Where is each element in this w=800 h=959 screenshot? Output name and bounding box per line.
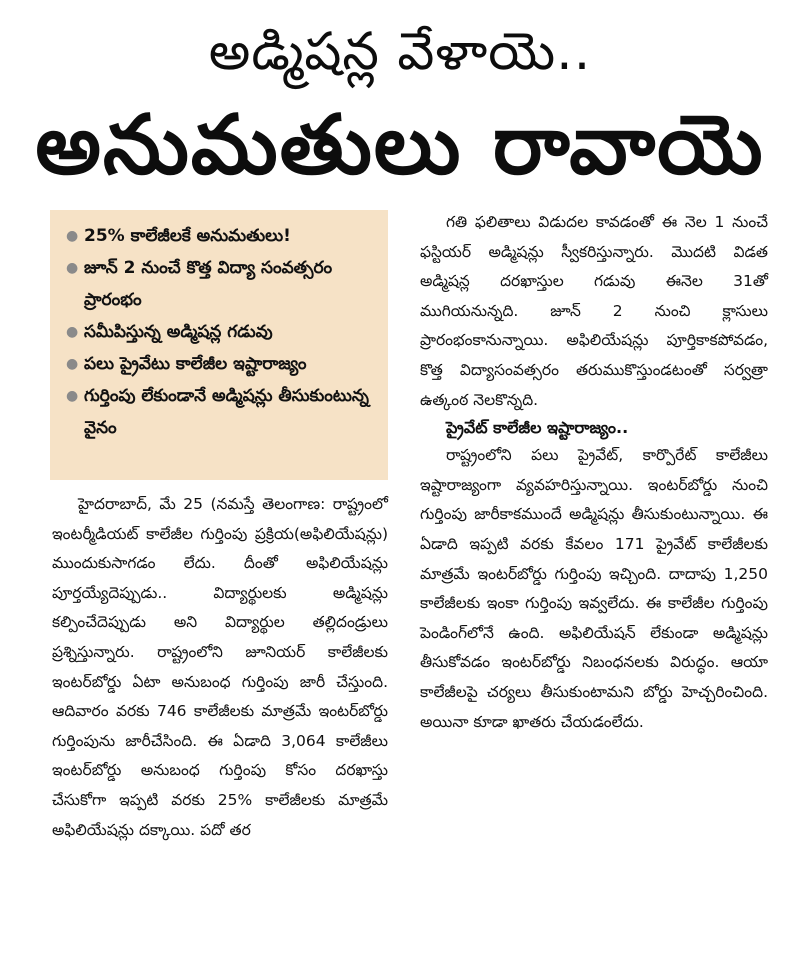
article-paragraph: రాష్ట్రంలోని పలు ప్రైవేట్, కార్పొరేట్ కాలేజీలు ఇష్టారాజ్యంగా వ్యవహరిస్తున్నాయి. ఇంటర్‌బోర్డు నుంచి గుర్తింపు జారీకాకముందే అడ్మిషన్లు తీసుకుంటున్నాయి. ఈ ఏడాది ఇప్పటి వరకు కేవలం 171 ప్రైవేట్ కాలేజీలకు మాత్రమే ఇంటర్‌బోర్డు గుర్తింపు ఇచ్చింది. దాదాపు 1,250 కాలేజీలకు ఇంకా గుర్తింపు ఇవ్వలేదు. ఈ కాలేజీల గుర్తింపు పెండింగ్‌లోనే ఉంది. అఫిలియేషన్ లేకుండా అడ్మిషన్లు తీసుకోవడం ఇంటర్‌బోర్డు నిబంధనలకు విరుద్ధం. ఆయా కాలేజీలపై చర్యలు తీసుకుంటామని బోర్డు హెచ్చరించింది. అయినా కూడా ఖాతరు చేయడంలేదు.	[420, 446, 768, 731]
bullet-icon: ●	[66, 228, 79, 244]
highlight-text: సమీపిస్తున్న అడ్మిషన్ల గడువు	[84, 322, 273, 342]
highlight-text: జూన్ 2 నుంచే కొత్త విద్యా సంవత్సరం ప్రారంభం	[84, 258, 333, 310]
highlight-text: 25% కాలేజీలకే అనుమతులు!	[84, 226, 291, 246]
bullet-icon: ●	[66, 260, 79, 276]
page-edge	[790, 0, 800, 959]
article-paragraph: గతి ఫలితాలు విడుదల కావడంతో ఈ నెల 1 నుంచే ఫస్టియర్ అడ్మిషన్లు స్వీకరిస్తున్నారు. మొదటి విడత అడ్మిషన్ల దరఖాస్తుల గడువు ఈనెల 31తో ముగియనున్నది. జూన్ 2 నుంచి క్లాసులు ప్రారంభంకానున్నాయి. అఫిలియేషన్లు పూర్తికాకపోవడం, కొత్త విద్యాసంవత్సరం తరుముకొస్తుండటంతో సర్వత్రా ఉత్కంఠ నెలకొన్నది.	[420, 213, 768, 409]
article-column-left	[52, 490, 388, 845]
headline-top: అడ్మిషన్ల వేళాయె..	[208, 22, 592, 82]
highlight-item	[64, 316, 380, 348]
highlight-item	[64, 348, 380, 380]
bullet-icon: ●	[66, 324, 79, 340]
highlight-item	[64, 220, 380, 252]
article-column-right	[420, 208, 768, 737]
article-paragraph: హైదరాబాద్, మే 25 (నమస్తే తెలంగాణ: రాష్ట్రంలో ఇంటర్మీడియట్ కాలేజీల గుర్తింపు ప్రక్రియ(అఫిలియేషన్లు) ముందుకుసాగడం లేదు. దీంతో అఫిలియేషన్లు పూర్తయ్యేదెప్పుడు.. విద్యార్థులకు అడ్మిషన్లు కల్పించేదెప్పుడు అని విద్యార్థుల తల్లిదండ్రులు ప్రశ్నిస్తున్నారు. రాష్ట్రంలోని జూనియర్ కాలేజీలకు ఇంటర్‌బోర్డు ఏటా అనుబంధ గుర్తింపు జారీ చేస్తుంది. ఆదివారం వరకు 746 కాలేజీలకు మాత్రమే ఇంటర్‌బోర్డు గుర్తింపును జారీచేసింది. ఈ ఏడాది 3,064 కాలేజీలు ఇంటర్‌బోర్డు అనుబంధ గుర్తింపు కోసం దరఖాస్తు చేసుకోగా ఇప్పటి వరకు 25% కాలేజీలకు మాత్రమే అఫిలియేషన్లు దక్కాయి. పదో తర	[52, 495, 388, 839]
bullet-icon: ●	[66, 388, 79, 404]
highlight-item	[64, 252, 380, 316]
bullet-icon: ●	[66, 356, 79, 372]
article-subheading: ప్రైవేట్ కాలేజీల ఇష్టారాజ్యం..	[446, 418, 629, 438]
highlight-text: పలు ప్రైవేటు కాలేజీల ఇష్టారాజ్యం	[84, 354, 307, 374]
highlights-box	[50, 210, 388, 480]
highlights-list	[64, 220, 380, 444]
headline-main: అనుమతులు రావాయె	[35, 98, 765, 193]
highlight-text: గుర్తింపు లేకుండానే అడ్మిషన్లు తీసుకుంటున్న వైనం	[84, 386, 369, 438]
highlight-item	[64, 380, 380, 444]
